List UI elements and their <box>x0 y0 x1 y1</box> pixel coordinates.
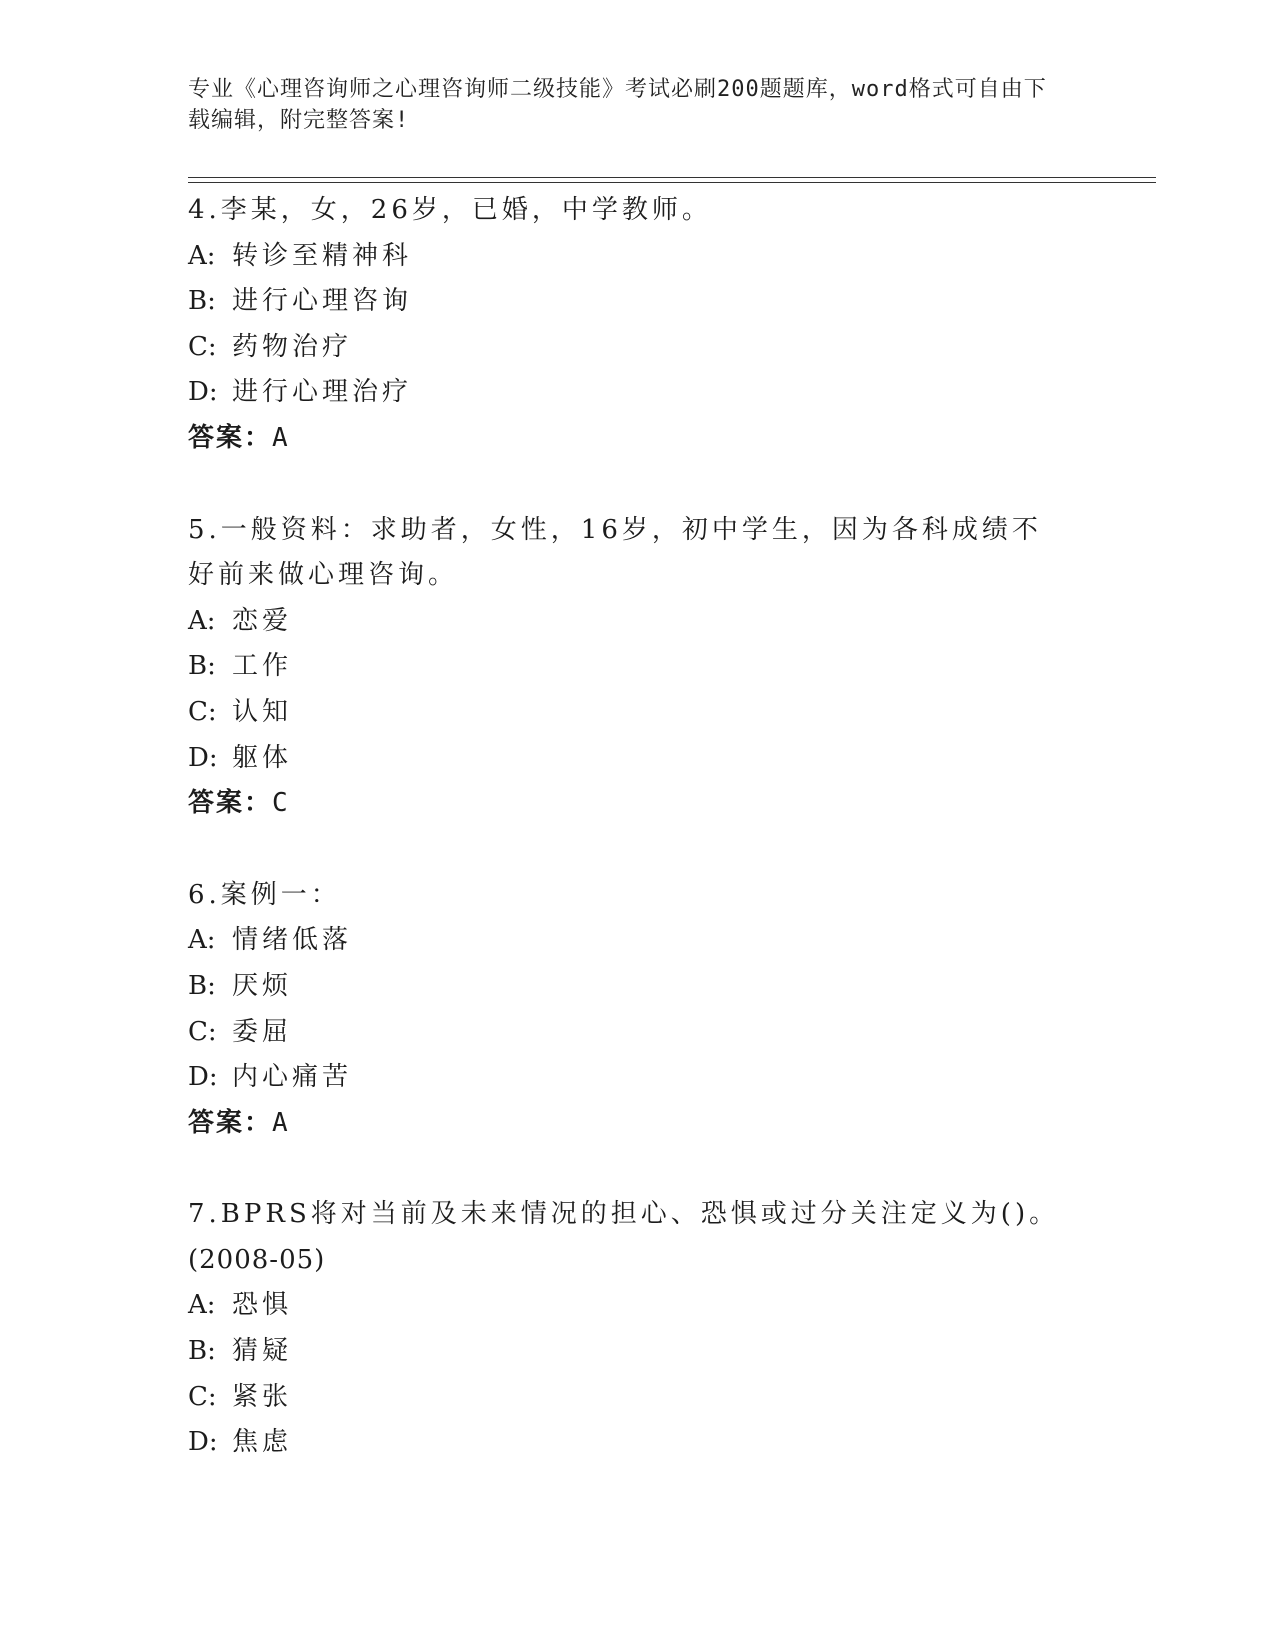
option-letter: D: <box>188 1062 218 1093</box>
answer <box>188 1101 1088 1147</box>
option-text: 焦虑 <box>232 1427 293 1458</box>
document-header: 专业《心理咨询师之心理咨询师二级技能》考试必刷200题题库，word格式可自由下载编辑，附完整答案! <box>188 77 1047 133</box>
header-divider-top <box>188 177 1156 178</box>
header-divider-bottom <box>188 182 1156 183</box>
option-text: 委屈 <box>232 1016 293 1047</box>
option-letter: C: <box>188 696 217 727</box>
question-spacer <box>188 1146 1088 1192</box>
answer-label: 答案： <box>188 1107 273 1138</box>
option-letter: C: <box>188 1381 217 1412</box>
answer-label: 答案： <box>188 788 273 819</box>
option-c <box>188 1010 1088 1056</box>
option-text: 药物治疗 <box>232 331 353 362</box>
option-letter: D: <box>188 377 218 408</box>
question-spacer <box>188 462 1088 508</box>
option-a <box>188 918 1088 964</box>
answer-value: A <box>272 422 290 453</box>
option-letter: D: <box>188 742 218 773</box>
option-letter: A: <box>188 1290 216 1321</box>
question-stem: 5.一般资料：求助者，女性，16岁，初中学生，因为各科成绩不好前来做心理咨询。 <box>188 514 1042 591</box>
option-letter: C: <box>188 1016 217 1047</box>
option-text: 躯体 <box>232 742 293 773</box>
option-a <box>188 1283 1088 1329</box>
option-text: 工作 <box>232 651 293 682</box>
option-d <box>188 1055 1088 1101</box>
option-text: 内心痛苦 <box>232 1062 353 1093</box>
answer-value: A <box>272 1107 290 1138</box>
question-5 <box>188 508 1088 827</box>
question-6 <box>188 873 1088 1147</box>
option-text: 猜疑 <box>232 1336 293 1367</box>
option-a <box>188 599 1088 645</box>
option-b <box>188 279 1088 325</box>
answer-label: 答案： <box>188 422 273 453</box>
question-4 <box>188 188 1088 462</box>
question-7 <box>188 1192 1088 1466</box>
option-letter: A: <box>188 605 216 636</box>
option-letter: C: <box>188 331 217 362</box>
option-text: 进行心理治疗 <box>232 377 413 408</box>
option-text: 认知 <box>232 696 293 727</box>
option-c <box>188 325 1088 371</box>
option-text: 恐惧 <box>232 1290 293 1321</box>
question-list <box>188 188 1088 1466</box>
option-b <box>188 964 1088 1010</box>
option-d <box>188 370 1088 416</box>
question-stem: 6.案例一： <box>188 879 341 910</box>
option-text: 恋爱 <box>232 605 293 636</box>
option-text: 情绪低落 <box>232 925 353 956</box>
option-letter: A: <box>188 240 216 271</box>
option-letter: A: <box>188 925 216 956</box>
question-stem: 7.BPRS将对当前及未来情况的担心、恐惧或过分关注定义为()。 <box>188 1199 1060 1230</box>
option-d <box>188 1420 1088 1466</box>
option-text: 进行心理咨询 <box>232 286 413 317</box>
option-letter: B: <box>188 651 216 682</box>
option-text: 紧张 <box>232 1381 293 1412</box>
answer <box>188 781 1088 827</box>
option-letter: B: <box>188 286 216 317</box>
option-b <box>188 644 1088 690</box>
option-text: 转诊至精神科 <box>232 240 413 271</box>
answer-value: C <box>272 788 290 819</box>
option-letter: B: <box>188 970 216 1001</box>
question-spacer <box>188 827 1088 873</box>
option-c <box>188 1375 1088 1421</box>
option-c <box>188 690 1088 736</box>
option-text: 厌烦 <box>232 970 293 1001</box>
option-letter: B: <box>188 1336 216 1367</box>
option-d <box>188 736 1088 782</box>
answer <box>188 416 1088 462</box>
option-b <box>188 1329 1088 1375</box>
question-stem: 4.李某，女，26岁，已婚，中学教师。 <box>188 195 712 225</box>
option-a <box>188 234 1088 280</box>
option-letter: D: <box>188 1427 218 1458</box>
question-stem-continued: (2008-05) <box>188 1244 326 1275</box>
